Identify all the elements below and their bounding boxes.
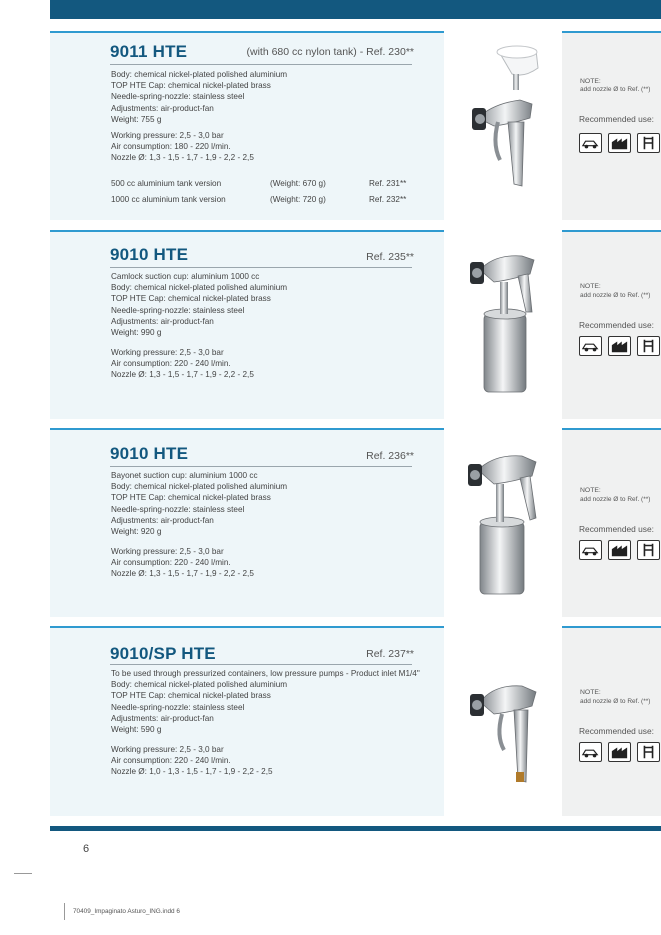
product-model-title: 9010/SP HTE [110,644,216,663]
working-line: Working pressure: 2,5 - 3,0 bar [111,745,224,754]
spec-line: Bayonet suction cup: aluminium 1000 cc [111,471,258,480]
spec-line: Body: chemical nickel-plated polished aluminium [111,680,288,690]
bottom-footer-bar [50,826,661,831]
variant-ref: Ref. 231** [369,179,407,188]
title-rule [110,664,412,665]
note-title: NOTE: [580,689,601,696]
product-ref: Ref. 236** [366,450,414,462]
recommended-use-icons [579,540,660,560]
spec-line: Adjustments: air-product-fan [111,316,214,326]
product-ref: Ref. 237** [366,648,414,660]
recommended-use-icons [579,742,660,762]
working-line: Working pressure: 2,5 - 3,0 bar [111,348,224,357]
spec-line: Needle-spring-nozzle: stainless steel [111,504,245,514]
title-rule [110,466,412,467]
working-line: Working pressure: 2,5 - 3,0 bar [111,547,224,556]
spec-line: Adjustments: air-product-fan [111,515,214,525]
spec-line: TOP HTE Cap: chemical nickel-plated brass [111,294,271,304]
variant-row [111,179,413,195]
crop-mark [14,873,32,874]
working-line: Air consumption: 220 - 240 l/min. [111,359,231,369]
furniture-chair-icon [637,540,660,560]
product-model-title: 9011 HTE [110,42,188,61]
working-line: Air consumption: 220 - 240 l/min. [111,756,231,766]
spec-line: Body: chemical nickel-plated polished aluminium [111,482,288,492]
recommended-use-icons [579,336,660,356]
title-rule [110,64,412,65]
note-text: add nozzle Ø to Ref. (**) [580,292,651,299]
spec-line: Adjustments: air-product-fan [111,103,214,113]
product-model-title: 9010 HTE [110,245,189,264]
spec-list [111,668,420,735]
note-text: add nozzle Ø to Ref. (**) [580,496,651,503]
spec-list [111,271,287,338]
product-card-9010-sp-hte [50,626,444,816]
spec-line: Body: chemical nickel-plated polished aluminium [111,283,288,293]
spec-line: Weight: 590 g [111,725,162,735]
furniture-chair-icon [637,133,660,153]
working-list [111,744,273,778]
working-line: Air consumption: 220 - 240 l/min. [111,558,231,568]
working-line: Nozzle Ø: 1,0 - 1,3 - 1,5 - 1,7 - 1,9 - 2,2 - 2,5 [111,767,273,777]
side-panel [562,31,661,220]
side-panel [562,230,661,419]
spec-line: Adjustments: air-product-fan [111,713,214,723]
working-list [111,347,254,381]
spec-line: TOP HTE Cap: chemical nickel-plated brass [111,493,271,503]
working-line: Nozzle Ø: 1,3 - 1,5 - 1,7 - 1,9 - 2,2 - 2,5 [111,569,254,579]
side-panel [562,428,661,617]
recommended-use-label: Recommended use: [579,320,654,330]
note-title: NOTE: [580,283,601,290]
spec-line: Needle-spring-nozzle: stainless steel [111,702,245,712]
industrial-plant-icon [608,133,631,153]
print-slug: 70409_Impaginato Asturo_ING.indd 6 [73,908,180,915]
working-list [111,130,254,164]
working-line: Working pressure: 2,5 - 3,0 bar [111,131,224,140]
spray-gun-pressure-feed-image [464,676,546,786]
working-list [111,546,254,580]
title-rule [110,267,412,268]
working-line: Air consumption: 180 - 220 l/min. [111,142,231,152]
recommended-use-label: Recommended use: [579,524,654,534]
spec-line: Weight: 755 g [111,114,162,124]
industrial-plant-icon [608,540,631,560]
spec-line: Needle-spring-nozzle: stainless steel [111,92,245,102]
slug-mark [64,903,65,920]
variant-table [111,179,413,211]
variant-ref: Ref. 232** [369,195,407,204]
industrial-plant-icon [608,336,631,356]
car-icon [579,133,602,153]
recommended-use-label: Recommended use: [579,114,654,124]
industrial-plant-icon [608,742,631,762]
spec-line: Body: chemical nickel-plated polished aluminium [111,70,288,79]
recommended-use-icons [579,133,660,153]
product-card-9010-hte-camlock [50,230,444,419]
spec-list [111,470,287,537]
variant-weight: (Weight: 670 g) [270,179,326,188]
spray-gun-bayonet-cup-image [464,450,546,600]
spec-line: To be used through pressurized containers, low pressure pumps - Product inlet M1/4" [111,669,420,678]
spec-line: TOP HTE Cap: chemical nickel-plated brass [111,691,271,701]
variant-name: 1000 cc aluminium tank version [111,195,226,204]
car-icon [579,336,602,356]
spray-gun-gravity-cup-image [464,44,546,194]
note-text: add nozzle Ø to Ref. (**) [580,698,651,705]
side-panel [562,626,661,816]
variant-name: 500 cc aluminium tank version [111,179,222,188]
spec-line: Needle-spring-nozzle: stainless steel [111,305,245,315]
spray-gun-suction-cup-image [464,250,546,398]
variant-row [111,195,413,211]
spec-line: Weight: 990 g [111,328,162,338]
spec-line: Weight: 920 g [111,527,162,537]
product-card-9011-hte [50,31,444,220]
product-ref: (with 680 cc nylon tank) - Ref. 230** [246,46,414,58]
top-header-bar [50,0,661,19]
note-text: add nozzle Ø to Ref. (**) [580,86,651,93]
working-line: Nozzle Ø: 1,3 - 1,5 - 1,7 - 1,9 - 2,2 - 2,5 [111,370,254,380]
product-model-title: 9010 HTE [110,444,189,463]
furniture-chair-icon [637,336,660,356]
recommended-use-label: Recommended use: [579,726,654,736]
note-title: NOTE: [580,487,601,494]
car-icon [579,742,602,762]
spec-line: TOP HTE Cap: chemical nickel-plated brass [111,81,271,91]
product-ref: Ref. 235** [366,251,414,263]
spec-list [111,69,287,125]
page-number: 6 [83,843,90,855]
product-card-9010-hte-bayonet [50,428,444,617]
car-icon [579,540,602,560]
furniture-chair-icon [637,742,660,762]
note-title: NOTE: [580,78,601,85]
working-line: Nozzle Ø: 1,3 - 1,5 - 1,7 - 1,9 - 2,2 - 2,5 [111,153,254,163]
spec-line: Camlock suction cup: aluminium 1000 cc [111,272,260,281]
variant-weight: (Weight: 720 g) [270,195,326,204]
